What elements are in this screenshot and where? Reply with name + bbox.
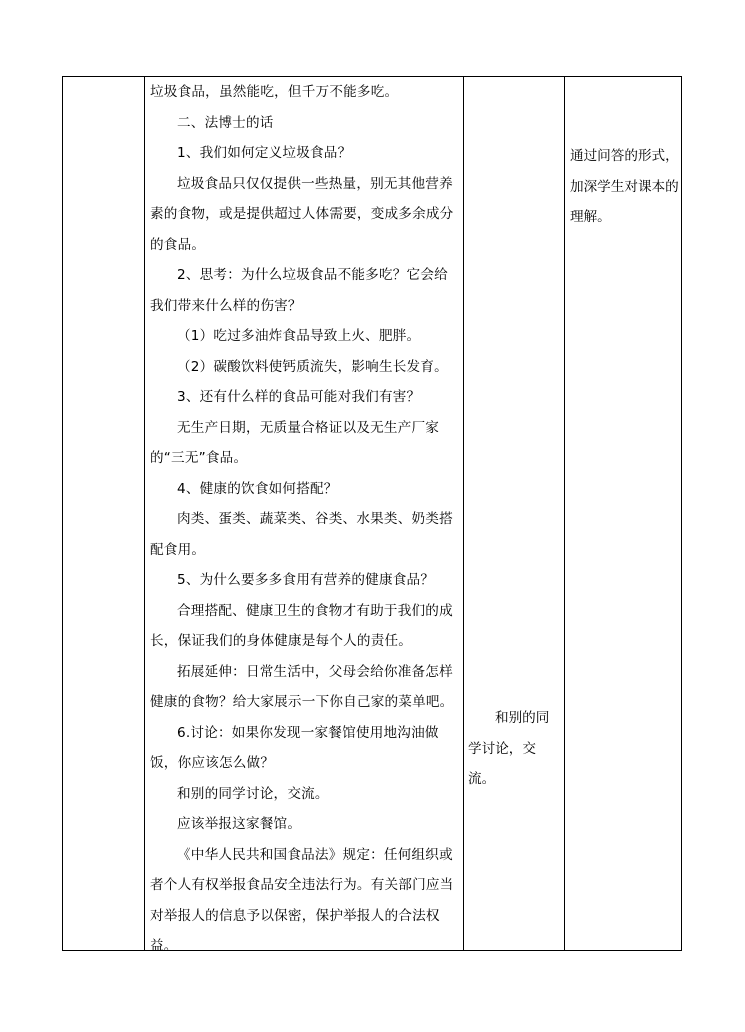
content-paragraph: 5、为什么要多多食用有营养的健康食品？: [177, 572, 435, 588]
content-paragraph: 1、我们如何定义垃圾食品？: [177, 145, 352, 161]
student-activity-cell: [463, 77, 564, 950]
lesson-plan-table: [62, 76, 682, 954]
student-activity-text: 和别的同学讨论，交流。: [468, 710, 550, 787]
content-paragraph: （2）碳酸饮料使钙质流失，影响生长发育。: [177, 358, 448, 375]
content-paragraph: 肉类、蛋类、蔬菜类、谷类、水果类、奶类搭配食用。: [150, 511, 453, 558]
content-paragraph: 4、健康的饮食如何搭配？: [177, 480, 338, 497]
content-paragraph: （1）吃过多油炸食品导致上火、肥胖。: [177, 328, 421, 344]
content-paragraph: 《中华人民共和国食品法》规定：任何组织或者个人有权举报食品安全违法行为。有关部门应当对举报人的信息予以保密，保护举报人的合法权益。: [150, 846, 454, 954]
teaching-content-cell: [144, 77, 463, 954]
design-intent-text: 通过问答的形式，加深学生对课本的理解。: [570, 148, 679, 225]
content-paragraph: 6.讨论：如果你发现一家餐馆使用地沟油做饭，你应该怎么做？: [150, 724, 439, 771]
teaching-content: [150, 77, 457, 962]
content-paragraph: 3、还有什么样的食品可能对我们有害？: [177, 389, 421, 405]
content-paragraph: 2、思考：为什么垃圾食品不能多吃？它会给我们带来什么样的伤害？: [150, 267, 448, 314]
content-paragraph: 拓展延伸：日常生活中，父母会给你准备怎样健康的食物？给大家展示一下你自己家的菜单吧。: [150, 663, 454, 710]
stage-cell: [63, 77, 144, 950]
content-paragraph: 应该举报这家餐馆。: [177, 816, 302, 832]
content-paragraph: 无生产日期，无质量合格证以及无生产厂家的“三无”食品。: [150, 419, 440, 466]
content-paragraph: 垃圾食品只仅仅提供一些热量，别无其他营养素的食物，或是提供超过人体需要，变成多余成分的食品。: [150, 175, 454, 253]
content-paragraph: 和别的同学讨论，交流。: [177, 785, 329, 802]
content-paragraph: 二、法博士的话: [177, 114, 274, 131]
content-paragraph: 合理搭配、健康卫生的食物才有助于我们的成长，保证我们的身体健康是每个人的责任。: [150, 602, 453, 649]
content-paragraph: 垃圾食品，虽然能吃，但千万不能多吃。: [150, 84, 399, 100]
design-intent-cell: [564, 77, 683, 950]
